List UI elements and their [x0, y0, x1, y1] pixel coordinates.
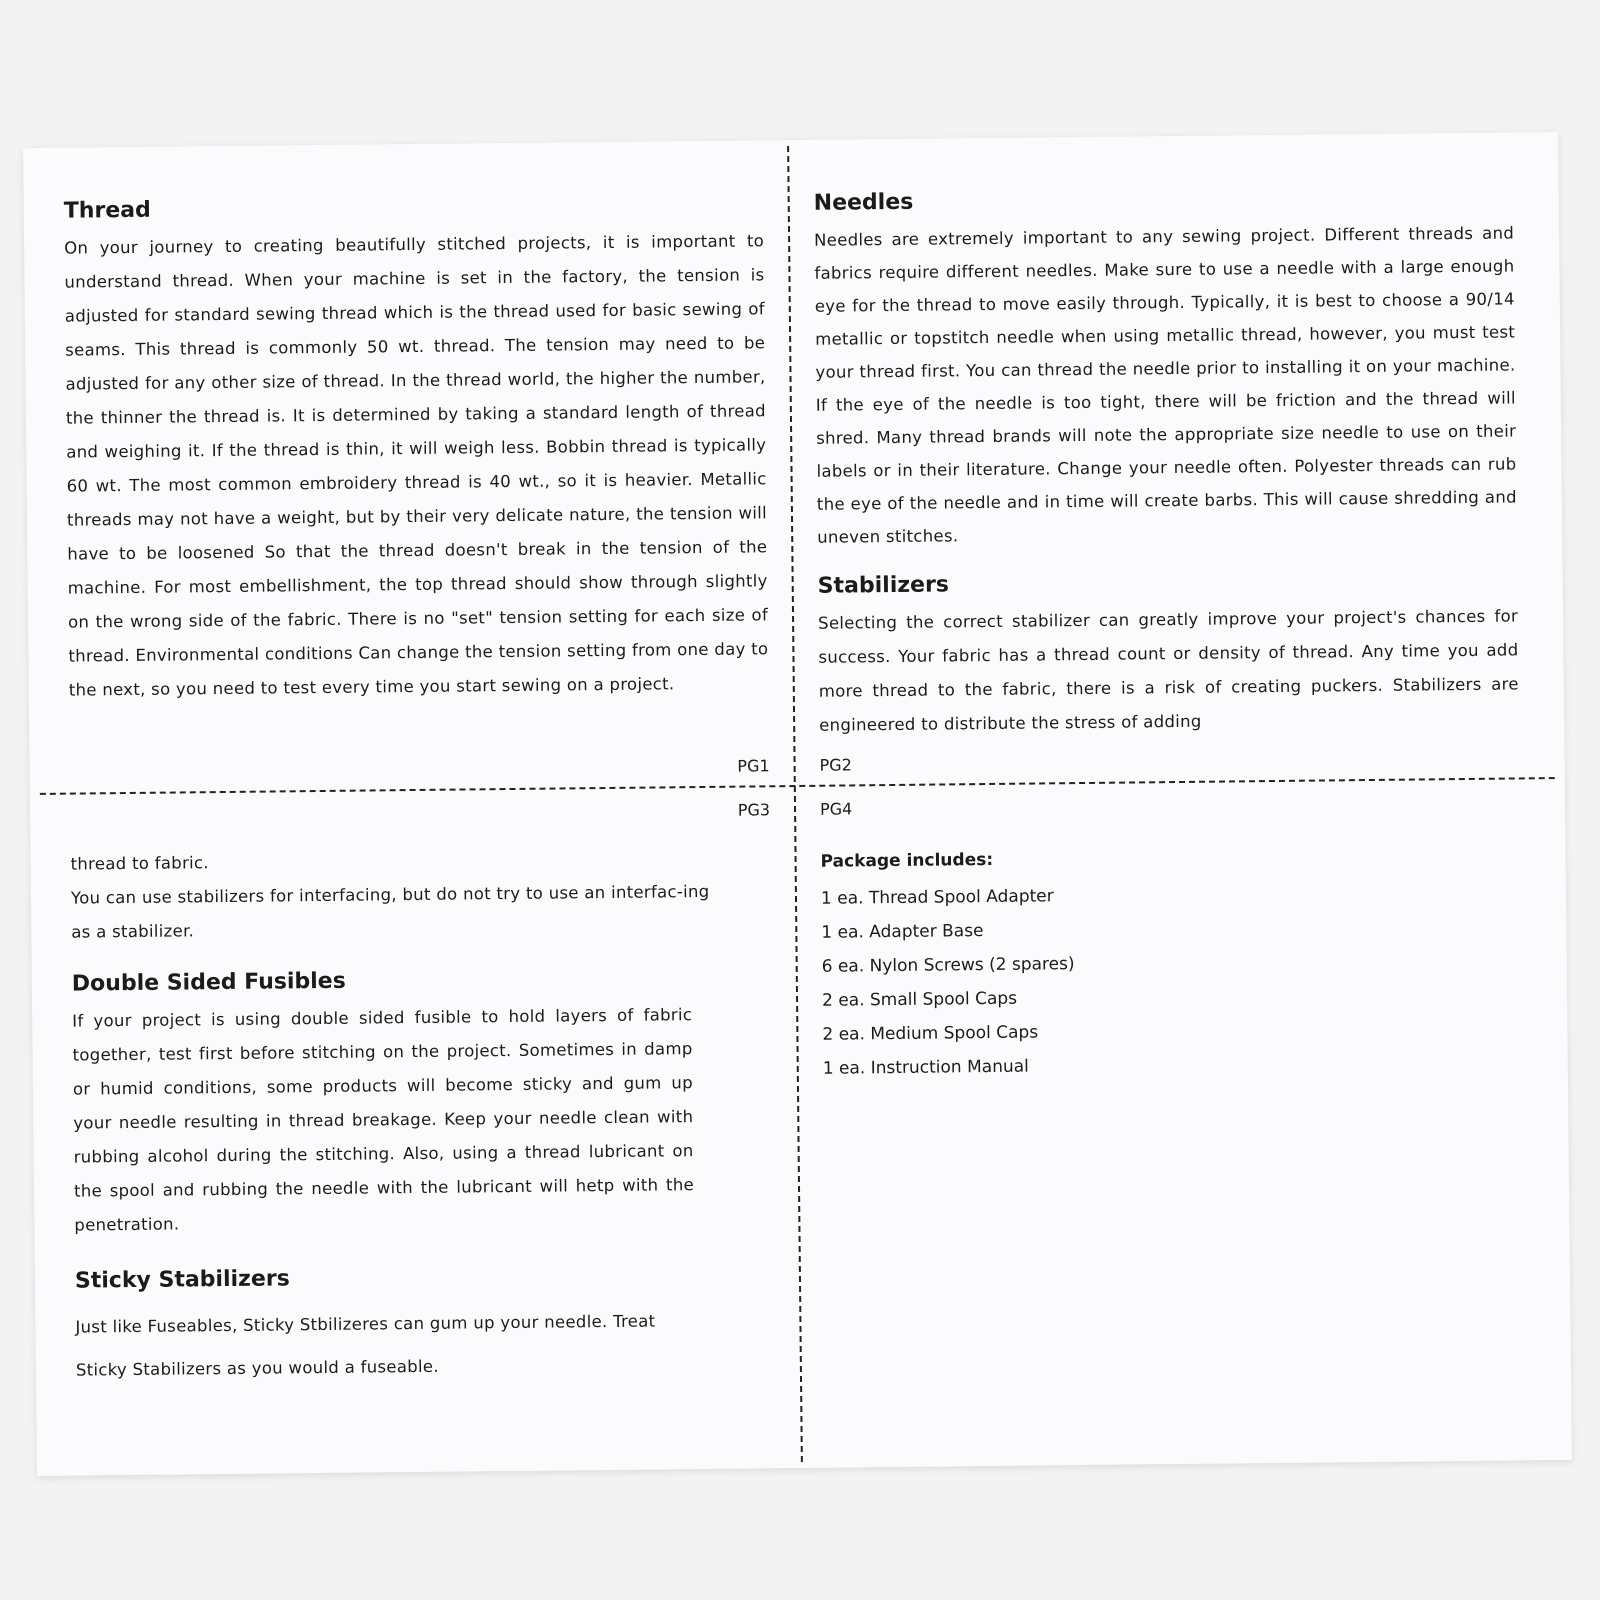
page-1-panel	[63, 175, 769, 782]
page-label-pg3: PG3	[737, 800, 771, 820]
page-3-panel	[70, 800, 777, 1447]
package-item: 2 ea. Small Spool Caps	[821, 988, 1018, 1011]
package-item: 1 ea. Instruction Manual	[822, 1056, 1029, 1079]
page-2-panel	[813, 167, 1519, 774]
thread-body: On your journey to creating beautifully stitched projects, it is important to understand thread. When your machine is set in the factory, the tension is adjusted for standard sewing thread which is the thread used for basic sewing of seams. This thread is commonly 50 wt. thread. The tension may need to be adjusted for any other size of thread. In the thread world, the higher the number, the thinner the thread is. It is determined by taking a standard length of thread and weighing it. If the thread is thin, it will weigh less. Bobbin thread is typically 60 wt. The most common embroidery thread is 40 wt., so it is heavier. Metallic threads may not have a weight, but by their very delicate nature, the tension will have to be loosened So that the thread doesn't break in the tension of the machine. For most embellishment, the top thread should show through slightly on the wrong side of the fabric. There is no "set" tension setting for each size of thread. Environmental conditions Can change the tension setting from one day to the next, so you need to test every time you start sewing on a project.	[64, 231, 769, 700]
package-items-list	[821, 874, 1523, 1085]
stabilizers-heading: Stabilizers	[817, 572, 950, 599]
sticky-stabilizers-line-1: Just like Fuseables, Sticky Stbilizeres can gum up your needle. Treat	[75, 1311, 656, 1337]
package-item: 6 ea. Nylon Screws (2 spares)	[821, 954, 1075, 977]
thread-heading: Thread	[63, 197, 151, 224]
needles-body: Needles are extremely important to any sewing project. Different threads and fabrics require different needles. Make sure to use a needle with a large enough eye for the thread to move easily through. Typically, it is best to choose a 90/14 metallic or topstitch needle when using metallic thread, however, you must test your thread first. You can thread the needle prior to installing it on your machine. If the eye of the needle is too tight, there will be friction and the thread will shred. Many thread brands will note the appropriate size needle to use on their labels or in their literature. Change your needle often. Polyester threads can rub the eye of the needle and in time will create barbs. This will cause shredding and uneven stitches.	[813, 223, 1517, 547]
page-4-panel	[820, 792, 1527, 1439]
page-label-pg1: PG1	[737, 756, 770, 776]
package-item: 1 ea. Thread Spool Adapter	[820, 886, 1054, 909]
package-item: 1 ea. Adapter Base	[821, 921, 984, 943]
double-sided-fusibles-heading: Double Sided Fusibles	[71, 968, 346, 997]
page-label-pg2: PG2	[819, 755, 852, 775]
stabilizers-continued-line: thread to fabric.	[70, 853, 210, 874]
sticky-stabilizers-heading: Sticky Stabilizers	[74, 1266, 290, 1294]
page-label-pg4: PG4	[819, 799, 853, 819]
stabilizers-continued-body: You can use stabilizers for interfacing, but do not try to use an interfac-ing as a stabilizer.	[70, 881, 710, 942]
needles-heading: Needles	[813, 189, 914, 216]
package-item: 2 ea. Medium Spool Caps	[822, 1022, 1039, 1045]
sticky-stabilizers-line-2: Sticky Stabilizers as you would a fuseable.	[75, 1356, 439, 1380]
instruction-sheet	[23, 132, 1572, 1476]
stabilizers-body: Selecting the correct stabilizer can greatly improve your project's chances for success. Your fabric has a thread count or density of thread. Any time you add more thread to the fabric, there is a risk of creating puckers. Stabilizers are engineered to distribute the stress of adding	[818, 606, 1519, 735]
package-includes-title: Package includes:	[820, 849, 994, 872]
vertical-fold-line	[787, 146, 803, 1462]
double-sided-fusibles-body: If your project is using double sided fusible to hold layers of fabric together, test first before stitching on the project. Sometimes in damp or humid conditions, some products will become sticky and gum up your needle resulting in thread breakage. Keep your needle clean with rubbing alcohol during the stitching. Also, using a thread lubricant on the spool and rubbing the needle with the lubricant will hetp with the penetration.	[72, 1005, 695, 1235]
